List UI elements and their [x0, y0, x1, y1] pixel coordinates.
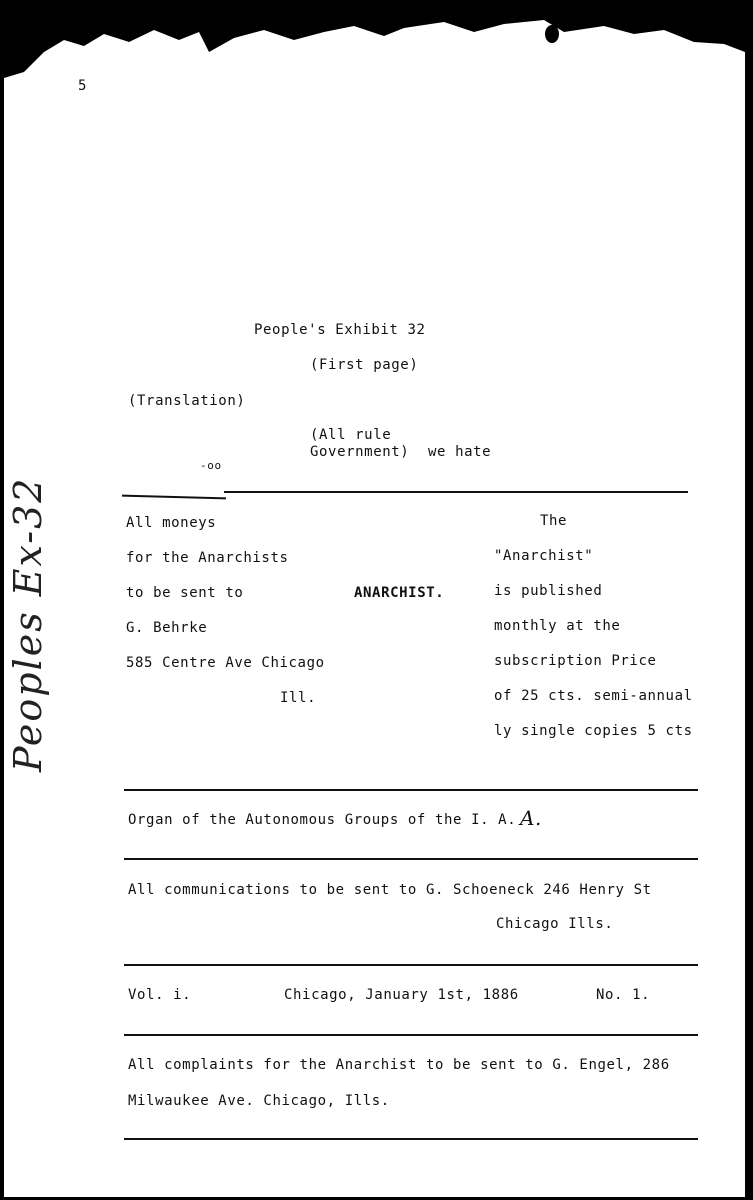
- masthead-right-line: ly single copies 5 cts: [494, 723, 693, 739]
- first-page-note: (First page): [310, 357, 419, 373]
- organ-handwritten-mark: A.: [520, 806, 543, 830]
- masthead-left-line: 585 Centre Ave Chicago: [126, 655, 325, 671]
- masthead-right-line: of 25 cts. semi-annual: [494, 688, 693, 704]
- volume-label: Vol. i.: [128, 987, 192, 1003]
- document-page: [4, 12, 745, 1197]
- section-rule: [124, 1034, 698, 1036]
- translation-note: (Translation): [128, 393, 246, 409]
- masthead-left-line: Ill.: [280, 690, 317, 706]
- torn-top-edge: [4, 12, 745, 82]
- masthead-right-line: "Anarchist": [494, 548, 594, 564]
- complaints-line-2: Milwaukee Ave. Chicago, Ills.: [128, 1093, 390, 1109]
- masthead-right-line: is published: [494, 583, 603, 599]
- communications-line: All communications to be sent to G. Schoeneck 246 Henry St: [128, 882, 652, 898]
- masthead-left-line: to be sent to: [126, 585, 244, 601]
- masthead-left-line: All moneys: [126, 515, 217, 531]
- motto-line-2: Government): [310, 444, 410, 460]
- complaints-line-1: All complaints for the Anarchist to be sent to G. Engel, 286: [128, 1057, 670, 1073]
- section-rule: [124, 858, 698, 860]
- masthead-left-line: G. Behrke: [126, 620, 208, 636]
- masthead-right-line: The: [540, 513, 568, 529]
- organ-line: Organ of the Autonomous Groups of the I. A.: [128, 812, 517, 828]
- masthead-top-rule: [224, 491, 688, 493]
- masthead-right-line: subscription Price: [494, 653, 657, 669]
- motto-line-1: (All rule: [310, 427, 392, 443]
- issue-number: No. 1.: [596, 987, 651, 1003]
- communications-city: Chicago Ills.: [496, 916, 614, 932]
- ornament: -oo: [200, 459, 222, 472]
- section-rule: [124, 1138, 698, 1140]
- exhibit-title: People's Exhibit 32: [254, 322, 426, 338]
- motto-tail: we hate: [428, 444, 492, 460]
- margin-handwritten-note: Peoples Ex-32: [6, 476, 50, 772]
- section-rule: [124, 789, 698, 791]
- masthead-left-line: for the Anarchists: [126, 550, 289, 566]
- section-rule: [124, 964, 698, 966]
- masthead-top-rule-left: [122, 495, 226, 500]
- dateline: Chicago, January 1st, 1886: [284, 987, 519, 1003]
- masthead-right-line: monthly at the: [494, 618, 621, 634]
- page-number: 5: [78, 78, 88, 94]
- masthead-title: ANARCHIST.: [354, 585, 445, 601]
